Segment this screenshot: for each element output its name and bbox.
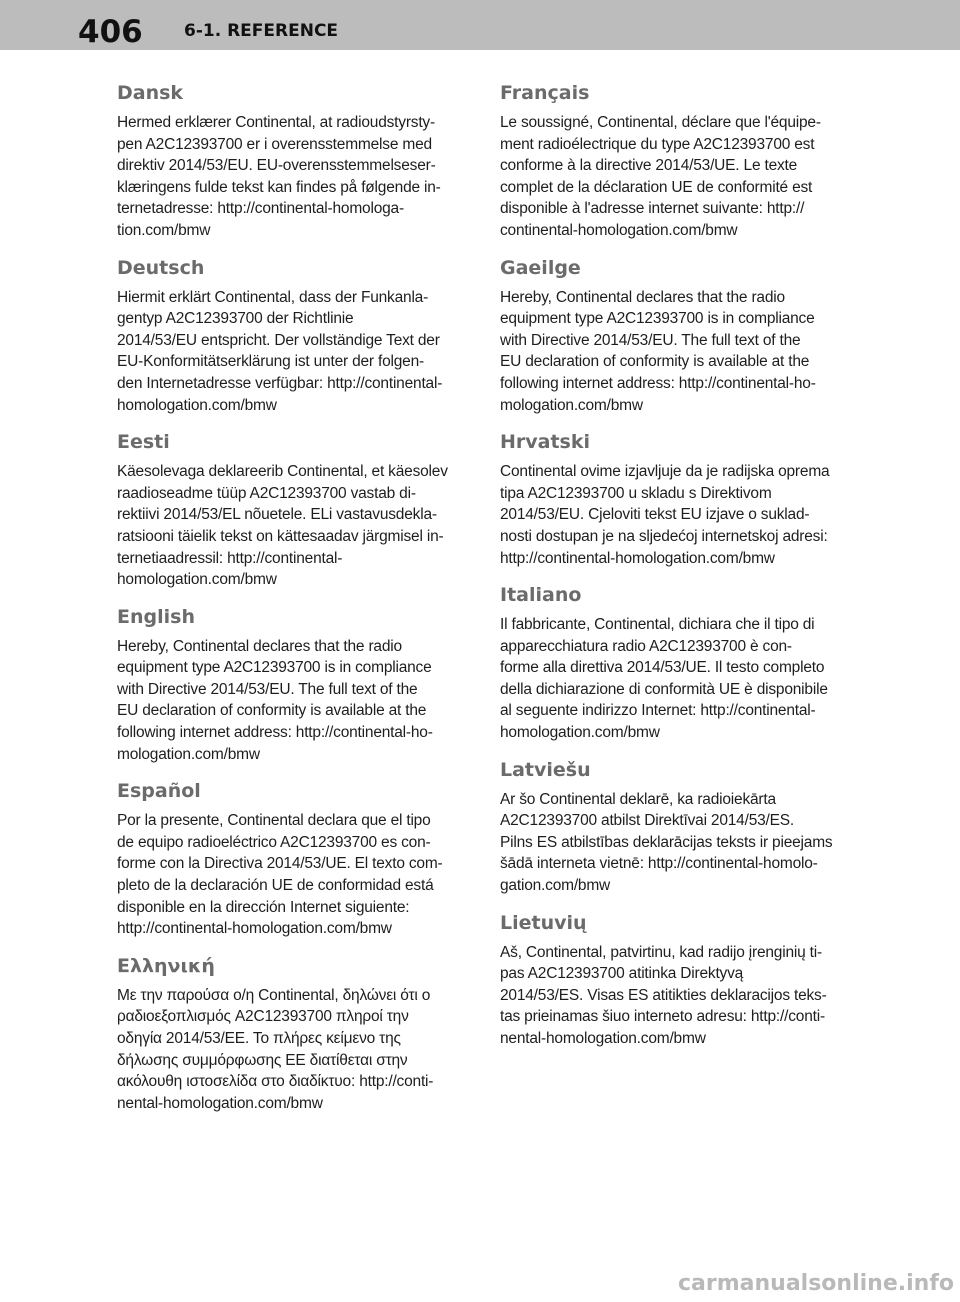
declaration-text: Hereby, Continental declares that the radio equipment type A2C12393700 is in compliance with Directive 2014/53/EU. The full text of the EU declaration of conformity is available at the following internet address: http://continental-ho- mologation.com/bmw	[500, 288, 816, 414]
declaration-text: Por la presente, Continental declara que el tipo de equipo radioeléctrico A2C12393700 es con- forme con la Directiva 2014/53/UE. El texto com- pleto de la declaración UE de conformidad está disponible en la dirección Internet siguiente: http://continental-homologation.com/bmw	[117, 812, 443, 938]
language-heading: Ελληνική	[117, 954, 215, 977]
declaration-text: Hiermit erklärt Continental, dass der Funkanla- gentyp A2C12393700 der Richtlinie 2014/53/EU entspricht. Der vollständige Text der EU-Konformitätserklärung ist unter der folgen- den Internetadresse verfügbar: http://continental- homologation.com/bmw	[117, 288, 443, 414]
page-number: 406	[78, 14, 143, 50]
declaration-text: Continental ovime izjavljuje da je radijska oprema tipa A2C12393700 u skladu s Direktivom 2014/53/EU. Cjeloviti tekst EU izjave o suklad- nosti dostupan je na sljedećoj internetskoj adresi: http://continental-homologation.com/bmw	[500, 463, 830, 567]
language-heading: Deutsch	[117, 256, 205, 279]
language-section-lietuviu	[500, 908, 850, 1050]
declaration-text: Hereby, Continental declares that the radio equipment type A2C12393700 is in compliance with Directive 2014/53/EU. The full text of the EU declaration of conformity is available at the following internet address: http://continental-ho- mologation.com/bmw	[117, 637, 433, 763]
page-header-bar	[0, 0, 960, 50]
left-column	[117, 78, 467, 1125]
declaration-text: Il fabbricante, Continental, dichiara che il tipo di apparecchiatura radio A2C12393700 è con- forme alla direttiva 2014/53/UE. Il testo completo della dichiarazione di conformità UE è disponibile al seguente indirizzo Internet: http://continental- homologation.com/bmw	[500, 616, 828, 742]
language-section-latviesu	[500, 755, 850, 897]
language-section-francais	[500, 78, 850, 242]
language-heading: Eesti	[117, 431, 170, 454]
section-title: 6-1. REFERENCE	[184, 21, 339, 41]
language-heading: Español	[117, 780, 201, 803]
declaration-text: Ar šo Continental deklarē, ka radioiekārta A2C12393700 atbilst Direktīvai 2014/53/ES. Pilns ES atbilstības deklarācijas teksts ir pieejams šādā interneta vietnē: http://continental-homolo- gation.com/bmw	[500, 790, 833, 895]
right-column	[500, 78, 850, 1061]
declaration-text: Hermed erklærer Continental, at radioudstyrsty- pen A2C12393700 er i overensstemmelse med direktiv 2014/53/EU. EU-overensstemmelseser- klæringens fulde tekst kan findes på følgende in- ternetadresse: http://continental-homologa- tion.com/bmw	[117, 114, 441, 239]
language-heading: Gaeilge	[500, 256, 581, 279]
declaration-text: Käesolevaga deklareerib Continental, et käesolev raadioseadme tüüp A2C12393700 vastab di- rektiivi 2014/53/EL nõuetele. ELi vastavusdekla- ratsiooni täielik tekst on kättesaadav järgmisel in- ternetiaadressil: http://continental- homologation.com/bmw	[117, 463, 448, 589]
declaration-text: Aš, Continental, patvirtinu, kad radijo įrenginių ti- pas A2C12393700 atitinka Direktyvą 2014/53/ES. Visas ES atitikties deklaracijos teks- tas prieinamas šiuo interneto adresu: http://conti- nental-homologation.com/bmw	[500, 943, 827, 1047]
language-section-eesti	[117, 427, 467, 591]
language-heading: Latviešu	[500, 758, 591, 781]
language-section-deutsch	[117, 253, 467, 417]
language-heading: Français	[500, 82, 590, 104]
declaration-text: Le soussigné, Continental, déclare que l'équipe- ment radioélectrique du type A2C12393700 est conforme à la directive 2014/53/UE. Le texte complet de la déclaration UE de conformité est disponible à l'adresse internet suivante: http:// continental-homologation.com/bmw	[500, 114, 821, 239]
language-heading: English	[117, 605, 195, 628]
language-section-greek	[117, 951, 467, 1115]
language-section-italiano	[500, 580, 850, 744]
language-heading: Hrvatski	[500, 431, 591, 454]
declaration-text: Με την παρούσα ο/η Continental, δηλώνει ότι ο ραδιοεξοπλισμός A2C12393700 πληροί την οδηγία 2014/53/ΕΕ. Το πλήρες κείμενο της δήλωσης συμμόρφωσης ΕΕ διατίθεται στην ακόλουθη ιστοσελίδα στο διαδίκτυο: http://conti- nental-homologation.com/bmw	[117, 986, 434, 1112]
language-section-gaeilge	[500, 253, 850, 417]
language-section-dansk	[117, 78, 467, 242]
language-section-english	[117, 602, 467, 766]
language-section-espanol	[117, 776, 467, 940]
language-heading: Lietuvių	[500, 911, 587, 934]
language-section-hrvatski	[500, 427, 850, 569]
language-heading: Italiano	[500, 584, 582, 607]
language-heading: Dansk	[117, 82, 184, 104]
site-watermark: carmanualsonline.info	[678, 1271, 954, 1296]
